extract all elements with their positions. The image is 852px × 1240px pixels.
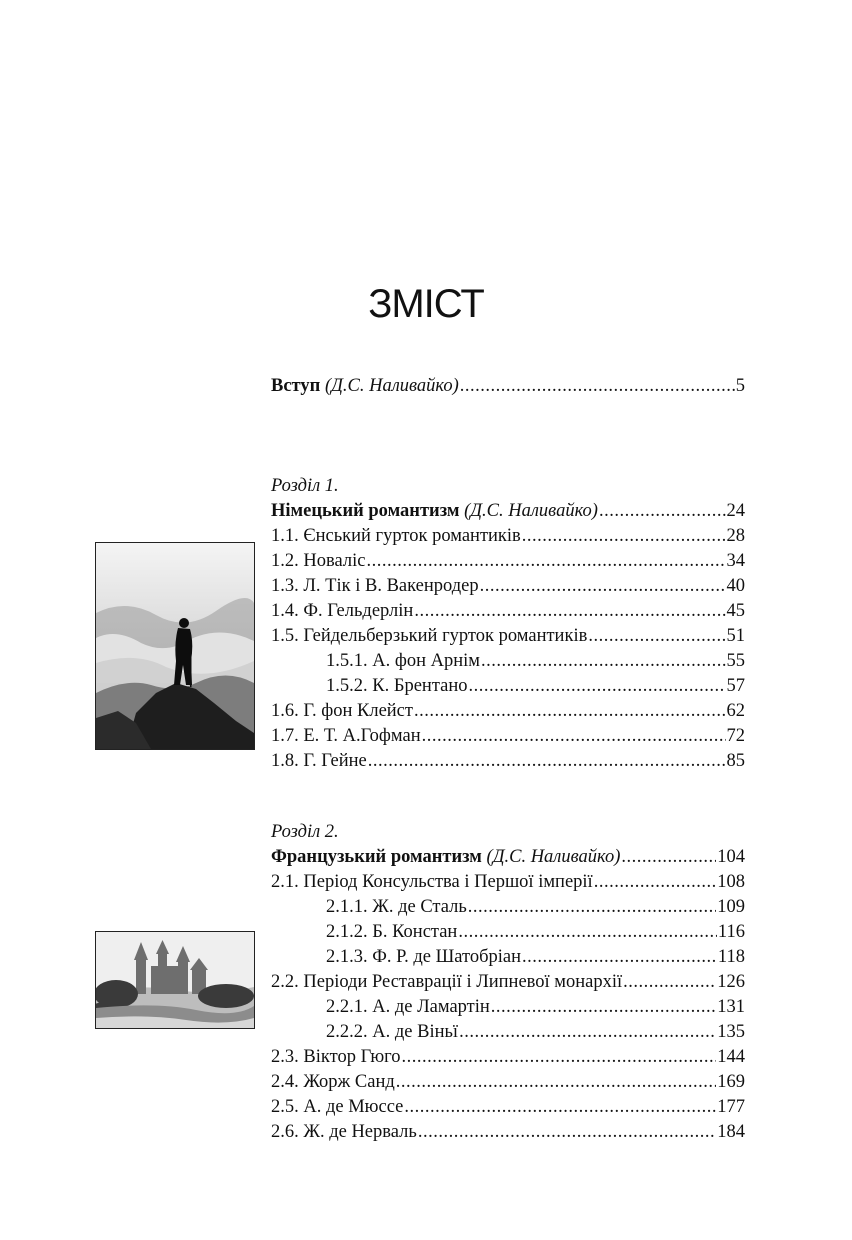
toc-entry[interactable] (271, 1045, 745, 1070)
entry-title: 2.1.1. Ж. де Сталь (326, 897, 467, 917)
page-number: 184 (717, 1122, 745, 1142)
toc-entry[interactable] (271, 749, 745, 774)
intro-label: Вступ (271, 376, 321, 396)
entry-title: 1.1. Єнський гурток романтиків (271, 526, 521, 546)
toc-entry[interactable] (271, 970, 745, 995)
page-number: 34 (726, 551, 745, 571)
page-number: 45 (726, 601, 745, 621)
page-number: 109 (717, 897, 745, 917)
leader-dots (404, 1095, 716, 1120)
entry-title: 1.3. Л. Тік і В. Вакенродер (271, 576, 479, 596)
page-number: 5 (735, 376, 745, 396)
toc-chapter-1 (271, 474, 745, 774)
toc-entry[interactable] (271, 599, 745, 624)
chapter-label: Розділ 1. (271, 476, 339, 496)
page-number: 177 (717, 1097, 745, 1117)
entry-title: 1.5.1. А. фон Арнім (326, 651, 480, 671)
entry-title: 2.4. Жорж Санд (271, 1072, 395, 1092)
page-number: 62 (726, 701, 745, 721)
page-number: 28 (726, 526, 745, 546)
chapter-title: Німецький романтизм (271, 501, 460, 521)
page-number: 118 (717, 947, 745, 967)
page-title: ЗМІСТ (368, 282, 484, 326)
leader-dots (469, 674, 726, 699)
entry-title: 2.2. Періоди Реставрації і Липневої монархії (271, 972, 623, 992)
leader-dots (414, 699, 726, 724)
leader-dots (414, 599, 725, 624)
leader-dots (480, 574, 726, 599)
page-number: 24 (726, 501, 745, 521)
page-number: 144 (717, 1047, 745, 1067)
entry-title: 1.2. Новаліс (271, 551, 366, 571)
chapter-label: Розділ 2. (271, 822, 339, 842)
entry-title: 2.1.2. Б. Констан (326, 922, 458, 942)
entry-title: 2.3. Віктор Гюго (271, 1047, 401, 1067)
leader-dots (460, 374, 735, 399)
leader-dots (418, 1120, 716, 1145)
page-number: 85 (726, 751, 745, 771)
page-number: 126 (717, 972, 745, 992)
entry-title: 2.2.1. А. де Ламартін (326, 997, 490, 1017)
toc-entry[interactable] (271, 1120, 745, 1145)
castle-illustration (95, 931, 255, 1029)
entry-title: 1.7. Е. Т. А.Гофман (271, 726, 421, 746)
entry-title: 2.1. Період Консульства і Першої імперії (271, 872, 593, 892)
chapter-title: Французький романтизм (271, 847, 482, 867)
page-number: 40 (726, 576, 745, 596)
leader-dots (481, 649, 726, 674)
toc-entry-intro[interactable] (271, 374, 745, 399)
toc-items (271, 870, 745, 1145)
leader-dots (422, 724, 726, 749)
toc-entry[interactable] (271, 724, 745, 749)
toc-entry[interactable] (271, 574, 745, 599)
page-number: 104 (717, 847, 745, 867)
leader-dots (368, 749, 726, 774)
entry-title: 2.5. А. де Мюссе (271, 1097, 404, 1117)
toc-entry[interactable] (271, 549, 745, 574)
toc-entry[interactable] (271, 524, 745, 549)
intro-author: (Д.С. Наливайко) (324, 376, 459, 396)
entry-title: 2.1.3. Ф. Р. де Шатобріан (326, 947, 521, 967)
page-number: 108 (717, 872, 745, 892)
toc-entry[interactable] (271, 624, 745, 649)
wanderer-illustration (95, 542, 255, 750)
leader-dots (366, 549, 725, 574)
toc-entry-chapter-title[interactable] (271, 499, 745, 524)
entry-title: 2.2.2. А. де Віньї (326, 1022, 459, 1042)
toc-entry[interactable] (271, 920, 745, 945)
toc-entry[interactable] (271, 945, 745, 970)
leader-dots (522, 945, 717, 970)
page-number: 51 (726, 626, 745, 646)
page-number: 116 (717, 922, 745, 942)
toc-entry[interactable] (271, 1095, 745, 1120)
entry-title: 1.4. Ф. Гельдерлін (271, 601, 414, 621)
leader-dots (459, 1020, 716, 1045)
leader-dots (522, 524, 726, 549)
entry-title: 1.5. Гейдельберзький гурток романтиків (271, 626, 588, 646)
page-number: 57 (726, 676, 745, 696)
toc-entry[interactable] (271, 649, 745, 674)
page-number: 131 (717, 997, 745, 1017)
entry-title: 1.6. Г. фон Клейст (271, 701, 413, 721)
leader-dots (588, 624, 725, 649)
page-number: 169 (717, 1072, 745, 1092)
toc-items (271, 524, 745, 774)
toc-entry[interactable] (271, 674, 745, 699)
toc-entry-chapter-title[interactable] (271, 845, 745, 870)
leader-dots (468, 895, 716, 920)
toc-entry[interactable] (271, 895, 745, 920)
toc-entry[interactable] (271, 995, 745, 1020)
leader-dots (402, 1045, 717, 1070)
entry-title: 1.8. Г. Гейне (271, 751, 367, 771)
toc-entry[interactable] (271, 1070, 745, 1095)
entry-title: 1.5.2. К. Брентано (326, 676, 468, 696)
leader-dots (621, 845, 716, 870)
chapter-author: (Д.С. Наливайко) (464, 501, 598, 521)
page-number: 135 (717, 1022, 745, 1042)
leader-dots (594, 870, 717, 895)
page-number: 55 (726, 651, 745, 671)
toc-intro (271, 374, 745, 399)
chapter-author: (Д.С. Наливайко) (486, 847, 621, 867)
toc-entry[interactable] (271, 1020, 745, 1045)
leader-dots (599, 499, 726, 524)
leader-dots (458, 920, 717, 945)
page-number: 72 (726, 726, 745, 746)
toc-entry[interactable] (271, 870, 745, 895)
leader-dots (396, 1070, 716, 1095)
entry-title: 2.6. Ж. де Нерваль (271, 1122, 417, 1142)
leader-dots (623, 970, 716, 995)
toc-chapter-2 (271, 820, 745, 1145)
toc-entry[interactable] (271, 699, 745, 724)
leader-dots (491, 995, 716, 1020)
